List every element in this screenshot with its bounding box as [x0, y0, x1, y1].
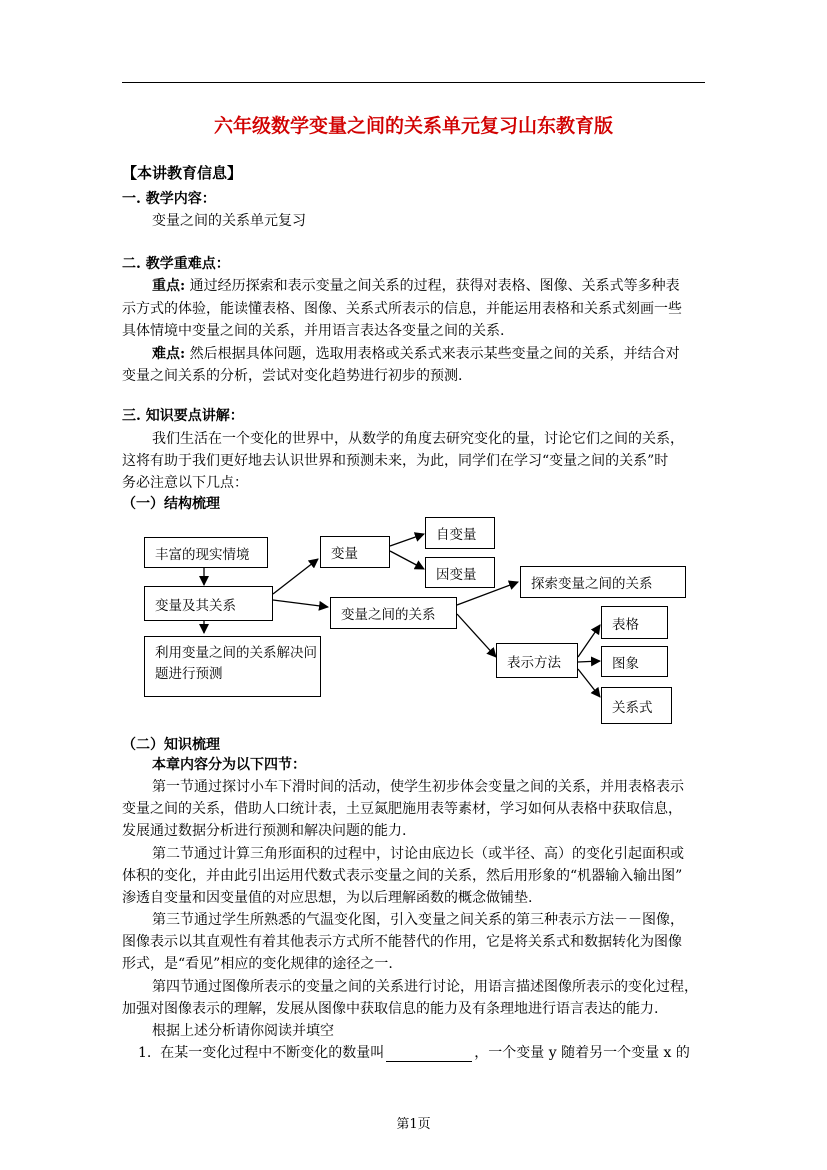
question-1: 1. 在某一变化过程中不断变化的数量叫 ，一个变量 y 随着另一个变量 x 的 [138, 1045, 690, 1061]
s2-key-line3: 具体情境中变量之间的关系，并用语言表达各变量之间的关系. [122, 323, 505, 339]
box-explore-relation: 探索变量之间的关系 [520, 566, 686, 598]
s1-heading: 一. 教学内容： [122, 191, 216, 207]
s2-key-line2: 示方式的体验，能读懂表格、图像、关系式所表示的信息，并能运用表格和关系式刻画一些 [122, 301, 682, 317]
s2-key-line1: 重点: 通过经历探索和表示变量之间关系的过程，获得对表格、图像、关系式等多种表 [152, 278, 680, 294]
p2-line1: 第二节通过计算三角形面积的过程中，讨论由底边长（或半径、高）的变化引起面积或 [152, 846, 684, 862]
s3-heading: 三. 知识要点讲解： [122, 408, 244, 424]
box-graph: 图象 [601, 646, 668, 677]
s3-sub2-bold: 本章内容分为以下四节： [152, 757, 306, 773]
s3-intro1: 我们生活在一个变化的世界中，从数学的角度去研究变化的量，讨论它们之间的关系， [152, 431, 684, 447]
s3-sub1: （一）结构梳理 [122, 496, 220, 512]
s2-diff-line1: 难点: 然后根据具体问题，选取用表格或关系式来表示某些变量之间的关系，并结合对 [152, 346, 680, 362]
answer-blank[interactable] [386, 1047, 472, 1062]
p2-line3: 渗透自变量和因变量值的对应思想，为以后理解函数的概念做铺垫. [122, 890, 533, 906]
s1-text: 变量之间的关系单元复习 [152, 213, 306, 229]
p1-line3: 发展通过数据分析进行预测和解决问题的能力. [122, 823, 407, 839]
box-rich-context: 丰富的现实情境 [144, 537, 268, 568]
s3-sub2: （二）知识梳理 [122, 737, 220, 753]
p4-line2: 加强对图像表示的理解，发展从图像中获取信息的能力及有条理地进行语言表达的能力. [122, 1001, 659, 1017]
box-relation-between: 变量之间的关系 [330, 597, 457, 629]
box-table: 表格 [601, 606, 668, 639]
box-formula: 关系式 [601, 687, 672, 724]
p4-line1: 第四节通过图像所表示的变量之间的关系进行讨论，用语言描述图像所表示的变化过程， [152, 979, 698, 995]
p1-line2: 变量之间的关系，借助人口统计表，土豆氮肥施用表等素材，学习如何从表格中获取信息， [122, 801, 682, 817]
p1-line1: 第一节通过探讨小车下滑时间的活动，使学生初步体会变量之间的关系，并用表格表示 [152, 779, 684, 795]
s2-heading: 二. 教学重难点： [122, 256, 230, 272]
p3-line2: 图像表示以其直观性有着其他表示方式所不能替代的作用，它是将关系式和数据转化为图像 [122, 934, 682, 950]
s3-intro3: 务必注意以下几点： [122, 475, 248, 491]
s2-diff-line2: 变量之间关系的分析，尝试对变化趋势进行初步的预测. [122, 368, 463, 384]
box-independent-variable: 自变量 [425, 517, 495, 549]
box-dependent-variable: 因变量 [425, 557, 495, 588]
box-variable: 变量 [320, 536, 390, 568]
p3-line3: 形式，是“看见”相应的变化规律的途径之一. [122, 956, 393, 972]
box-representation: 表示方法 [496, 643, 578, 678]
box-use-relations: 利用变量之间的关系解决问题进行预测 [144, 636, 321, 697]
page-footer: 第1页 [396, 1117, 431, 1132]
box-variables-relation: 变量及其关系 [144, 586, 273, 621]
s3-intro2: 这将有助于我们更好地去认识世界和预测未来，为此，同学们在学习“变量之间的关系”时 [122, 453, 669, 469]
p3-line1: 第三节通过学生所熟悉的气温变化图，引入变量之间关系的第三种表示方法－－图像， [152, 912, 684, 928]
page-title: 六年级数学变量之间的关系单元复习山东教育版 [213, 115, 613, 137]
section-header: 【本讲教育信息】 [122, 164, 243, 182]
fill-prompt: 根据上述分析请你阅读并填空 [152, 1023, 334, 1039]
p2-line2: 体积的变化，并由此引出运用代数式表示变量之间的关系，然后用形象的“机器输入输出图” [122, 868, 683, 884]
